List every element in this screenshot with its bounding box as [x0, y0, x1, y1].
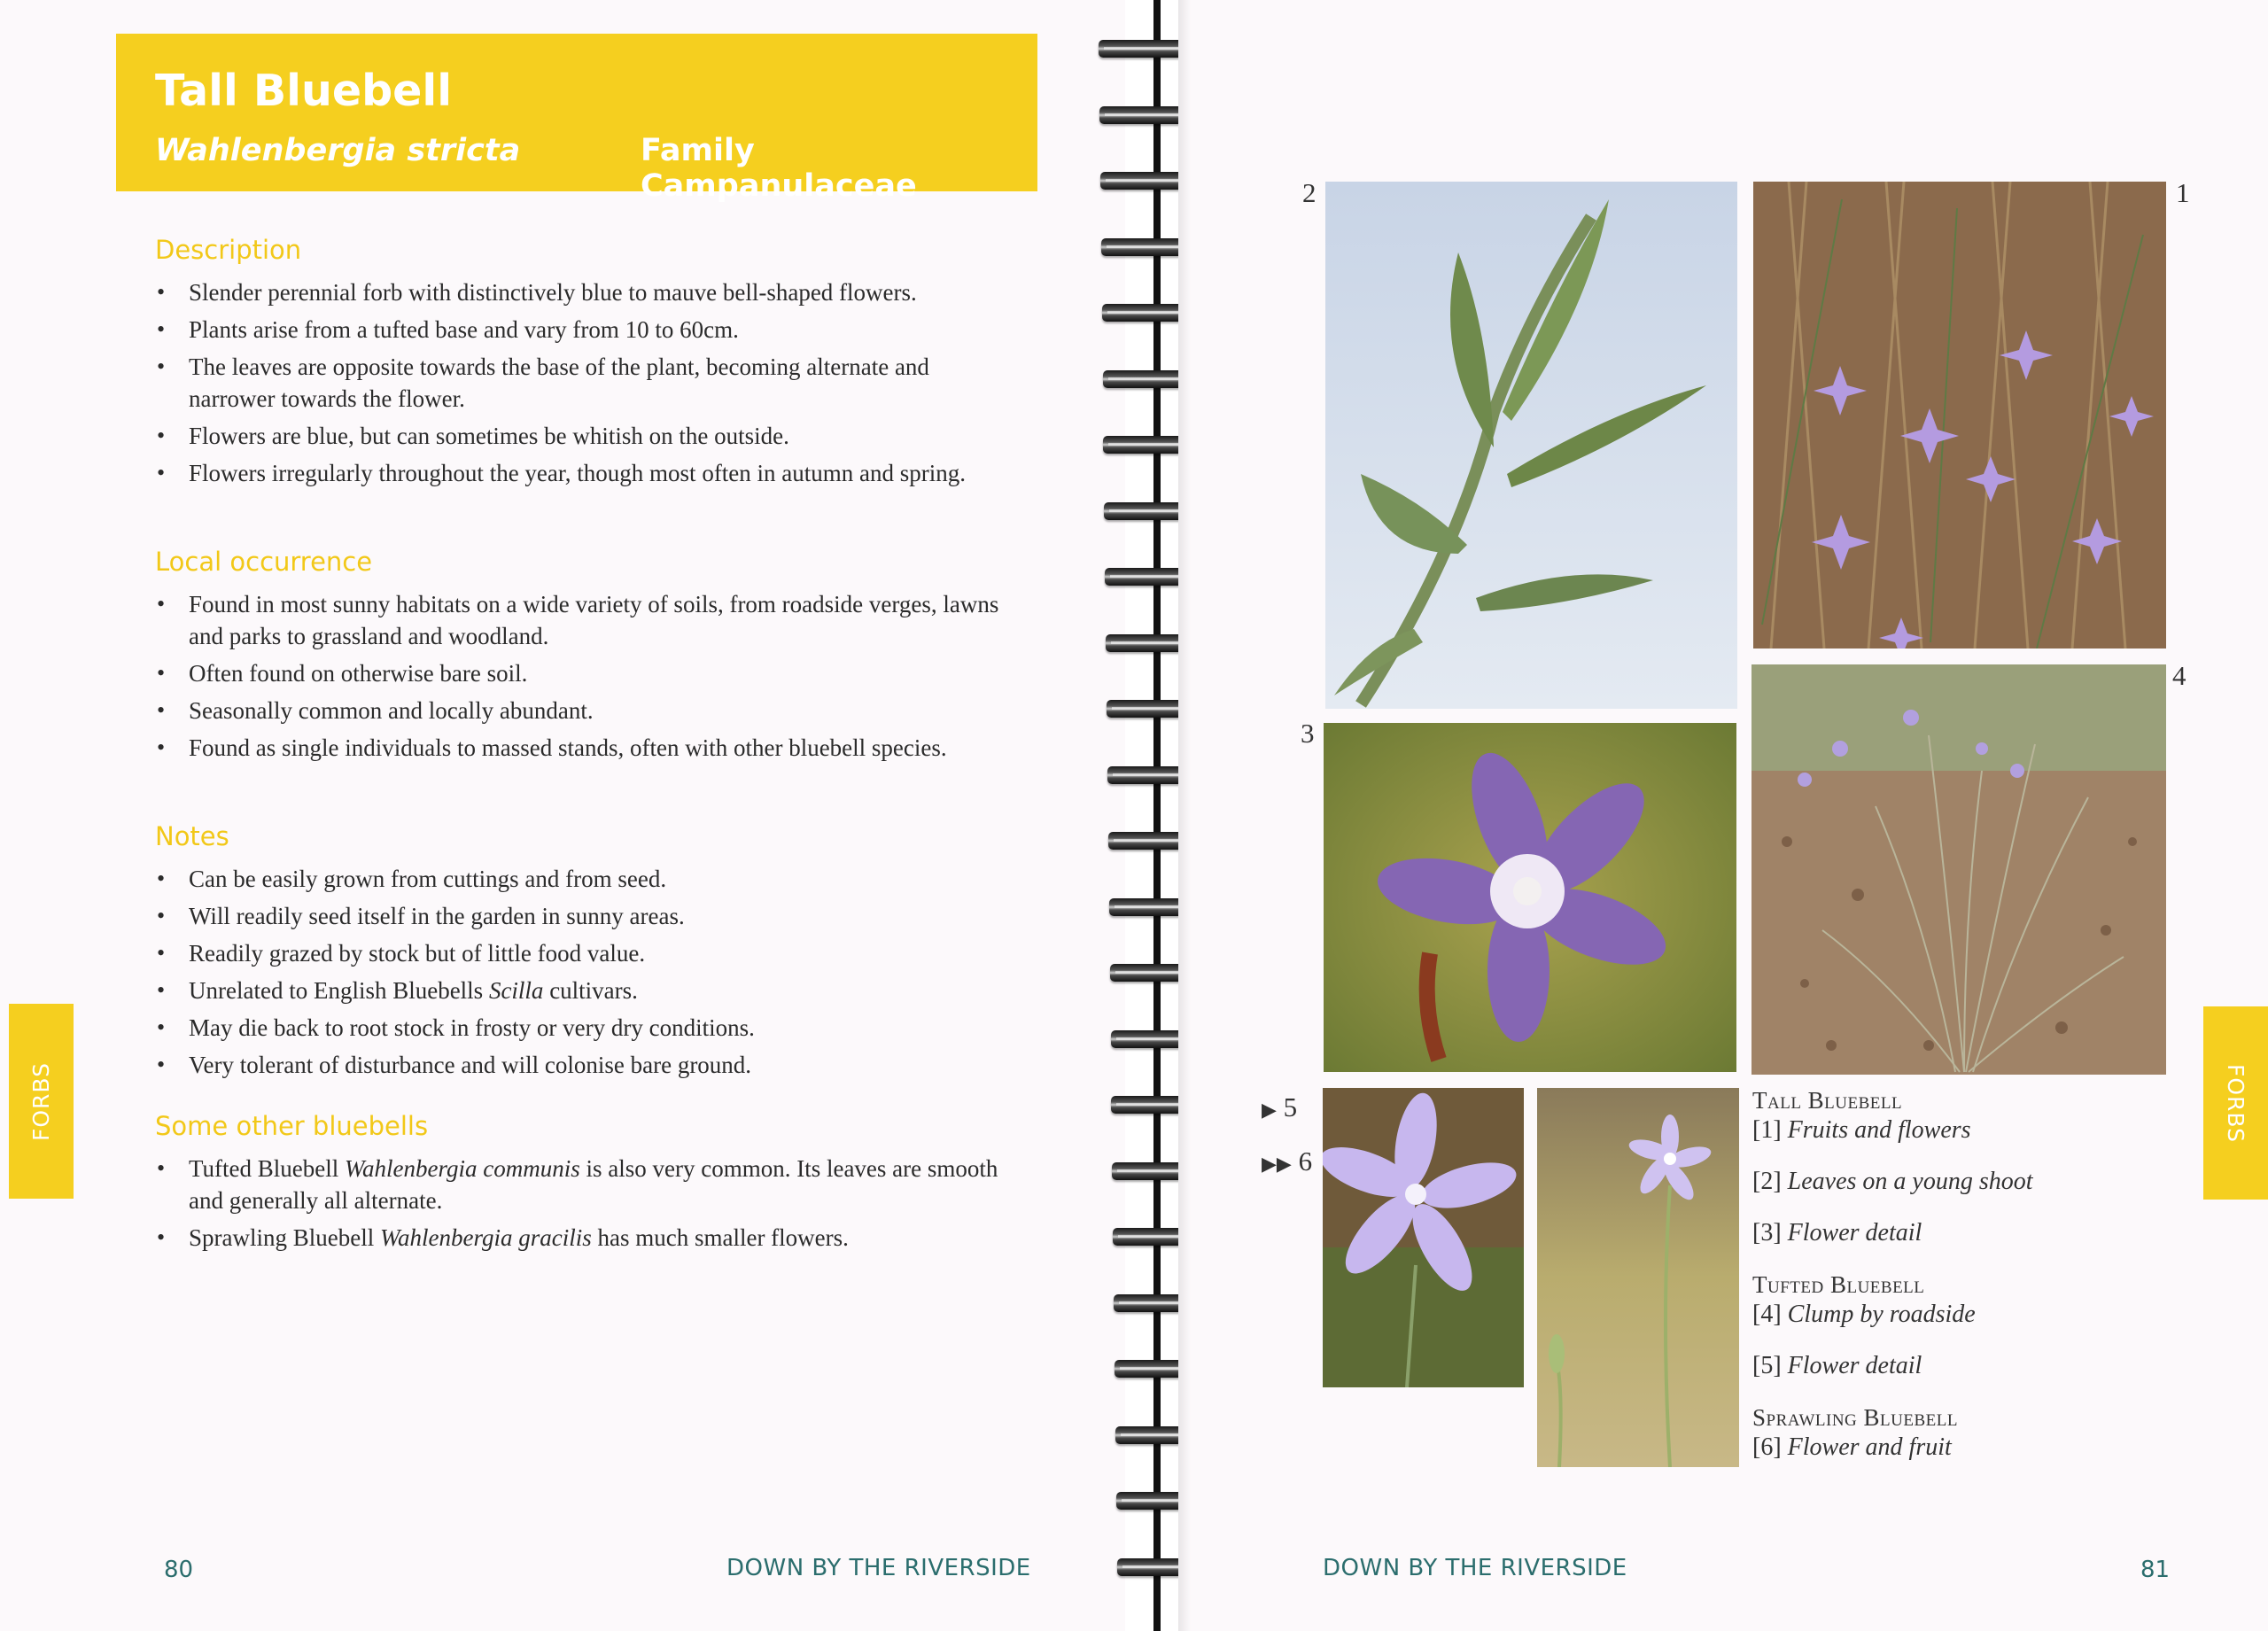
photo-captions	[1752, 1085, 2071, 1484]
caption-line: [3] Flower detail	[1752, 1219, 1922, 1247]
caption-group-tufted	[1752, 1270, 2071, 1381]
caption-line: [6] Flower and fruit	[1752, 1433, 1952, 1461]
left-page	[0, 0, 1125, 1631]
photo-number-5: ▶ 5	[1262, 1091, 1298, 1122]
caption-group-sprawling	[1752, 1402, 2071, 1463]
photo-leaves-young-shoot	[1325, 182, 1737, 709]
list-item: • Will readily seed itself in the garden in sunny areas.	[155, 900, 1030, 932]
list-item: • May die back to root stock in frosty or very dry conditions.	[155, 1012, 1030, 1044]
list-item: • Unrelated to English Bluebells Scilla cultivars.	[155, 975, 1030, 1006]
caption-heading: Tall Bluebell	[1752, 1087, 1903, 1114]
running-footer: DOWN BY THE RIVERSIDE	[1323, 1555, 1627, 1581]
caption-line: [4] Clump by roadside	[1752, 1301, 1976, 1328]
list-item: • Slender perennial forb with distinctively blue to mauve bell-shaped flowers.	[155, 276, 1030, 308]
photo-flower-and-fruit	[1537, 1088, 1739, 1467]
caption-heading: Sprawling Bluebell	[1752, 1404, 1958, 1431]
list-item: • Sprawling Bluebell Wahlenbergia gracilis has much smaller flowers.	[155, 1222, 1030, 1254]
list-item: • Seasonally common and locally abundant.	[155, 695, 1030, 726]
section-heading: Description	[155, 235, 302, 265]
triangle-marker-icon: ▶	[1262, 1099, 1277, 1121]
photo-number: 2	[1302, 177, 1317, 208]
list-item: • Readily grazed by stock but of little food value.	[155, 937, 1030, 969]
caption-line: [2] Leaves on a young shoot	[1752, 1168, 2033, 1195]
caption-line: [1] Fruits and flowers	[1752, 1116, 1971, 1144]
caption-group-tall	[1752, 1085, 2071, 1248]
running-footer: DOWN BY THE RIVERSIDE	[726, 1555, 1031, 1581]
page-number: 80	[164, 1557, 194, 1583]
photo-clump-roadside	[1751, 664, 2166, 1075]
photo-number: 1	[2176, 177, 2190, 208]
list-item: • The leaves are opposite towards the base of the plant, becoming alternate and narrower towards the flower.	[155, 351, 1004, 415]
photo-fruits-and-flowers	[1753, 182, 2166, 649]
section-heading: Some other bluebells	[155, 1111, 429, 1141]
list-item: • Flowers are blue, but can sometimes be whitish on the outside.	[155, 420, 1030, 452]
common-name: Tall Bluebell	[155, 66, 452, 116]
double-triangle-marker-icon: ▶▶	[1262, 1153, 1292, 1175]
section-other-bluebells	[155, 1108, 1041, 1259]
section-local-occurrence	[155, 544, 1041, 769]
section-notes	[155, 819, 1041, 1086]
list-item: • Very tolerant of disturbance and will colonise bare ground.	[155, 1049, 1030, 1081]
list-item: • Found as single individuals to massed stands, often with other bluebell species.	[155, 732, 1004, 764]
photo-number: 4	[2172, 660, 2186, 691]
list-item: • Plants arise from a tufted base and vary from 10 to 60cm.	[155, 314, 1030, 346]
section-tab-forbs[interactable]: FORBS	[9, 1004, 74, 1199]
title-banner	[116, 34, 1037, 204]
caption-heading: Tufted Bluebell	[1752, 1271, 1925, 1298]
list-item: • Can be easily grown from cuttings and from seed.	[155, 863, 1030, 895]
list-item: • Often found on otherwise bare soil.	[155, 657, 1030, 689]
right-page	[1178, 0, 2268, 1631]
page-number: 81	[2140, 1557, 2171, 1583]
photo-number-6: ▶▶ 6	[1262, 1146, 1313, 1177]
scientific-name: Wahlenbergia stricta	[155, 133, 521, 168]
caption-line: [5] Flower detail	[1752, 1352, 1922, 1379]
list-item: • Found in most sunny habitats on a wide variety of soils, from roadside verges, lawns and parks to grassland and woodland.	[155, 588, 1004, 652]
section-heading: Local occurrence	[155, 547, 373, 577]
family-name: Family Campanulaceae	[641, 133, 917, 204]
section-description	[155, 232, 1041, 494]
section-heading: Notes	[155, 821, 229, 851]
section-tab-forbs-right[interactable]: FORBS	[2203, 1006, 2268, 1200]
photo-flower-detail-tall	[1324, 723, 1736, 1072]
photo-flower-detail-tufted	[1323, 1088, 1524, 1387]
page-gutter-shadow	[1178, 0, 1191, 1631]
photo-number: 3	[1301, 718, 1315, 749]
list-item: • Tufted Bluebell Wahlenbergia communis is also very common. Its leaves are smooth and generally all alternate.	[155, 1153, 1004, 1216]
list-item: • Flowers irregularly throughout the year, though most often in autumn and spring.	[155, 457, 1004, 489]
